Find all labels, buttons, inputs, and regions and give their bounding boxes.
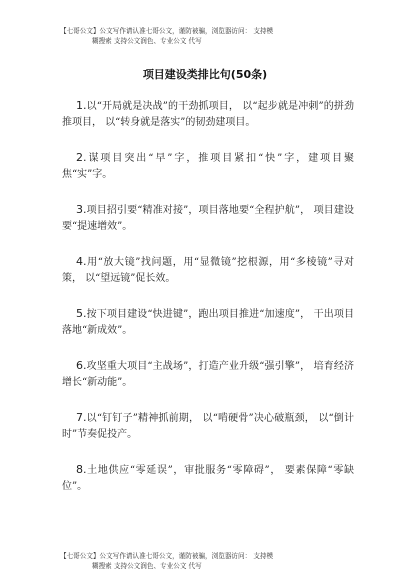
list-item xyxy=(62,150,354,182)
item-number: 4. xyxy=(76,255,87,268)
list-item xyxy=(62,462,354,494)
header-line-2: 糊搜索 支持公文润色、专业公文 代写 xyxy=(92,37,202,45)
sentence-list xyxy=(62,88,354,514)
item-text: 土地供应“零延误”，审批服务“零障碍”， 要素保障“零缺位”。 xyxy=(62,465,354,492)
item-number: 2. xyxy=(76,151,87,164)
item-number: 8. xyxy=(76,463,87,476)
footer-line-1: 【七哥公文】公文写作请认准七哥公文，谨防被骗，浏览器访问： 支持模 xyxy=(60,552,274,560)
list-item xyxy=(62,202,354,234)
item-text: 以“钉钉子”精神抓前期， 以“啃硬骨”决心破瓶颈， 以“倒计时”节奏促投产。 xyxy=(62,413,354,440)
page-header xyxy=(60,26,360,46)
document-title: 项目建设类排比句(50条) xyxy=(142,68,268,81)
item-text: 用“放大镜”找问题，用“显微镜”挖根源，用“多棱镜”寻对策， 以“望远镜”促长效。 xyxy=(62,257,354,284)
list-item xyxy=(62,254,354,286)
page-footer xyxy=(60,551,360,571)
item-text: 按下项目建设“快进键”，跑出项目推进“加速度”， 干出项目落地“新成效”。 xyxy=(62,309,354,336)
item-number: 6. xyxy=(76,359,87,372)
list-item xyxy=(62,410,354,442)
item-text: 项目招引要“精准对接”，项目落地要“全程护航”， 项目建设要“提速增效”。 xyxy=(62,205,354,232)
footer-line-2: 糊搜索 支持公文润色、专业公文 代写 xyxy=(92,562,202,570)
list-item xyxy=(62,306,354,338)
item-text: 谋项目突出“早”字，推项目紧扣“快”字，建项目聚焦“实”字。 xyxy=(62,153,354,180)
list-item xyxy=(62,98,354,130)
header-line-1: 【七哥公文】公文写作请认准七哥公文，谨防被骗，浏览器访问： 支持模 xyxy=(60,27,274,35)
list-item xyxy=(62,358,354,390)
item-number: 1. xyxy=(76,99,87,112)
item-text: 攻坚重大项目“主战场”，打造产业升级“强引擎”， 培育经济增长“新动能”。 xyxy=(62,361,354,388)
item-number: 3. xyxy=(76,203,87,216)
item-number: 7. xyxy=(76,411,87,424)
item-text: 以“开局就是决战”的干劲抓项目， 以“起步就是冲刺”的拼劲推项目， 以“转身就是落实”的韧劲建项目。 xyxy=(62,101,354,128)
item-number: 5. xyxy=(76,307,87,320)
